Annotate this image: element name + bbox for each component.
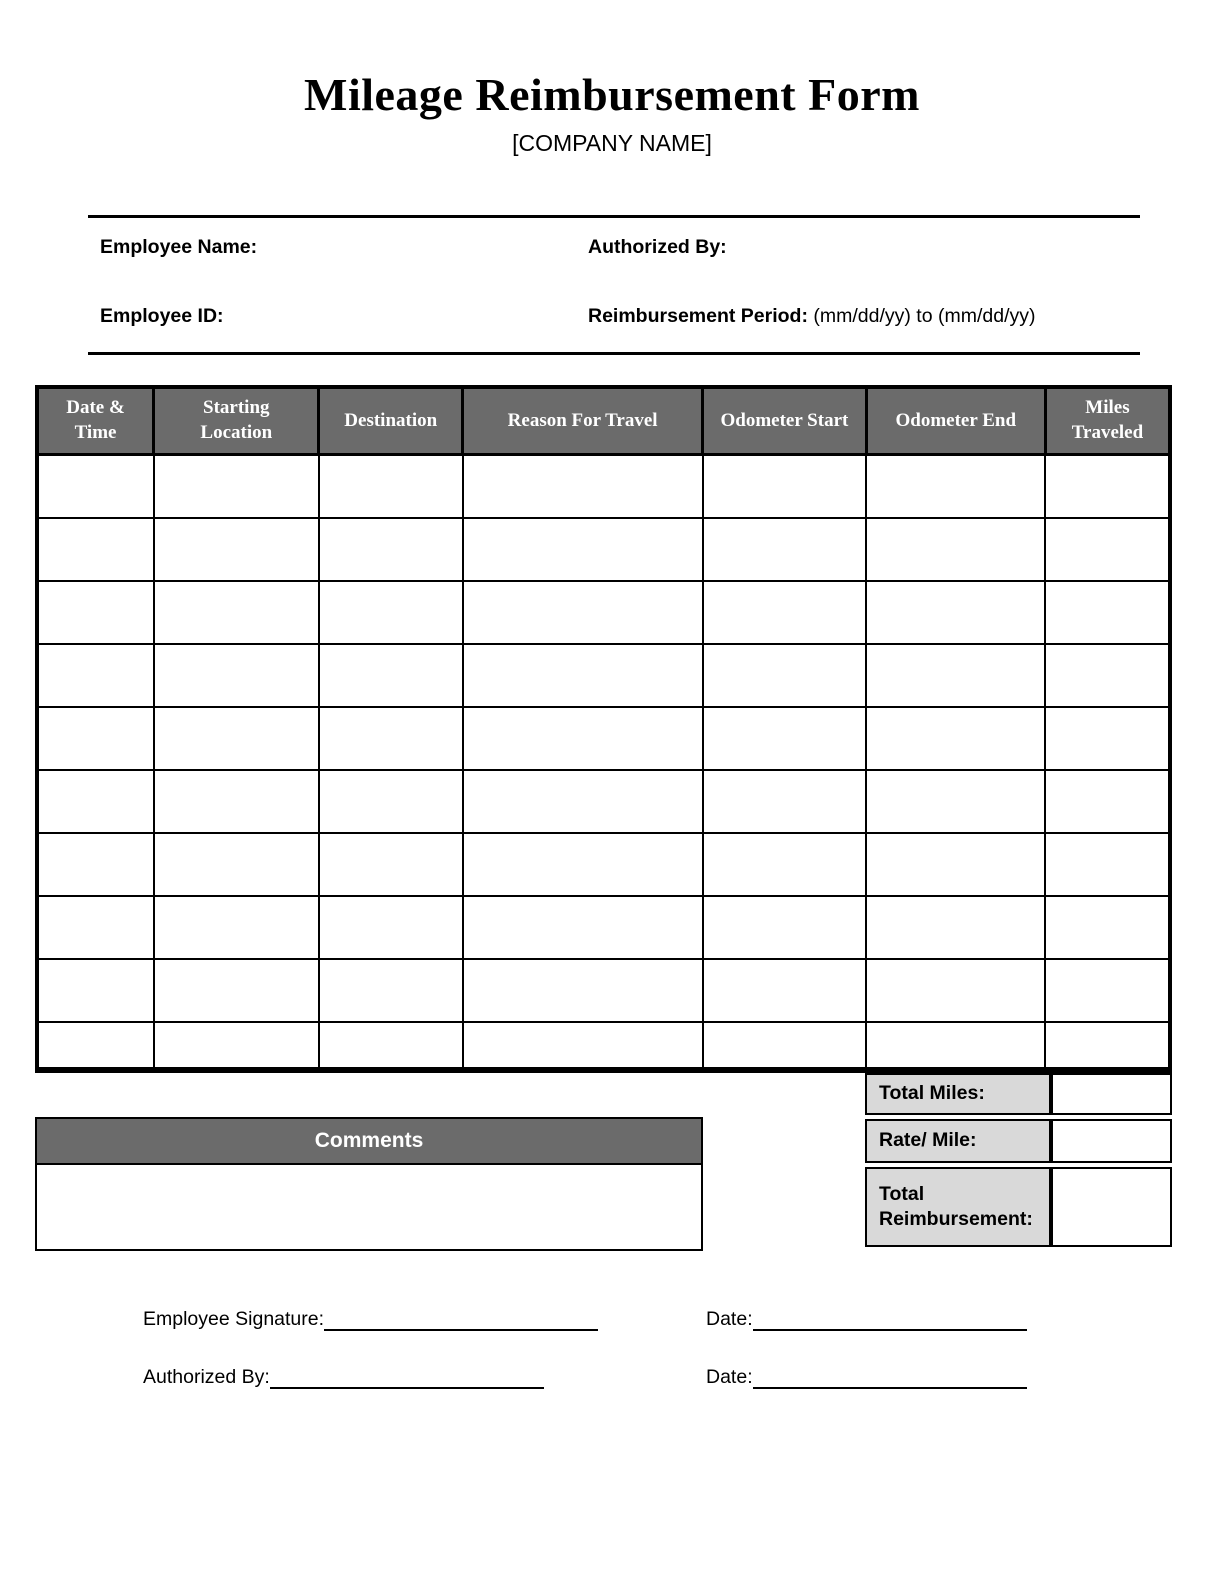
table-cell[interactable] xyxy=(37,1022,154,1070)
table-cell[interactable] xyxy=(154,896,319,959)
table-row xyxy=(37,455,1170,518)
total-reimbursement-row xyxy=(865,1167,1172,1247)
table-cell[interactable] xyxy=(463,581,703,644)
employee-name-label: Employee Name: xyxy=(100,235,258,258)
bottom-section xyxy=(35,1073,1172,1251)
table-cell[interactable] xyxy=(1045,707,1170,770)
total-reimbursement-value[interactable] xyxy=(1051,1167,1172,1247)
table-cell[interactable] xyxy=(154,707,319,770)
table-cell[interactable] xyxy=(703,581,866,644)
authorized-by-signature-line[interactable] xyxy=(270,1367,544,1389)
table-cell[interactable] xyxy=(154,455,319,518)
table-cell[interactable] xyxy=(463,1022,703,1070)
rate-per-mile-label: Rate/ Mile: xyxy=(865,1119,1051,1163)
table-row xyxy=(37,959,1170,1022)
table-row xyxy=(37,707,1170,770)
table-cell[interactable] xyxy=(866,581,1045,644)
authorized-by-date-label: Date: xyxy=(706,1365,753,1388)
table-cell[interactable] xyxy=(37,518,154,581)
table-cell[interactable] xyxy=(866,1022,1045,1070)
table-cell[interactable] xyxy=(37,644,154,707)
table-cell[interactable] xyxy=(37,455,154,518)
table-cell[interactable] xyxy=(866,896,1045,959)
table-row xyxy=(37,518,1170,581)
table-cell[interactable] xyxy=(463,644,703,707)
table-cell[interactable] xyxy=(154,1022,319,1070)
employee-signature-date-label: Date: xyxy=(706,1307,753,1330)
rate-per-mile-row xyxy=(865,1119,1172,1163)
table-cell[interactable] xyxy=(703,896,866,959)
table-cell[interactable] xyxy=(154,959,319,1022)
total-miles-label: Total Miles: xyxy=(865,1073,1051,1115)
table-cell[interactable] xyxy=(866,959,1045,1022)
employee-signature-line[interactable] xyxy=(324,1309,598,1331)
authorized-by-signature-row xyxy=(143,1363,1224,1389)
employee-id-label: Employee ID: xyxy=(100,304,224,327)
table-cell[interactable] xyxy=(154,833,319,896)
page-title: Mileage Reimbursement Form xyxy=(304,69,920,120)
table-cell[interactable] xyxy=(703,959,866,1022)
table-cell[interactable] xyxy=(703,770,866,833)
table-cell[interactable] xyxy=(319,455,463,518)
totals-table xyxy=(865,1069,1172,1251)
table-cell[interactable] xyxy=(463,770,703,833)
table-cell[interactable] xyxy=(463,518,703,581)
table-cell[interactable] xyxy=(319,770,463,833)
comments-input-box[interactable] xyxy=(35,1165,703,1251)
table-cell[interactable] xyxy=(1045,959,1170,1022)
table-cell[interactable] xyxy=(866,644,1045,707)
table-cell[interactable] xyxy=(1045,1022,1170,1070)
table-cell[interactable] xyxy=(463,707,703,770)
column-header-destination: Destination xyxy=(319,387,463,455)
table-cell[interactable] xyxy=(1045,518,1170,581)
reimbursement-period-value: (mm/dd/yy) to (mm/dd/yy) xyxy=(807,304,1036,327)
rate-per-mile-value[interactable] xyxy=(1051,1119,1172,1163)
employee-signature-label: Employee Signature: xyxy=(143,1307,325,1330)
table-cell[interactable] xyxy=(703,1022,866,1070)
table-cell[interactable] xyxy=(37,581,154,644)
table-cell[interactable] xyxy=(866,518,1045,581)
authorized-by-date-line[interactable] xyxy=(753,1367,1027,1389)
table-cell[interactable] xyxy=(703,707,866,770)
column-header-date-time: Date & Time xyxy=(37,387,154,455)
total-miles-value[interactable] xyxy=(1051,1073,1172,1115)
signature-section xyxy=(143,1305,1224,1389)
total-reimbursement-label: Total Reimbursement: xyxy=(865,1167,1051,1247)
table-cell[interactable] xyxy=(37,707,154,770)
table-cell[interactable] xyxy=(37,959,154,1022)
table-cell[interactable] xyxy=(703,644,866,707)
table-cell[interactable] xyxy=(319,959,463,1022)
reimbursement-period-label: Reimbursement Period: xyxy=(588,304,808,327)
authorized-by-signature-label: Authorized By: xyxy=(143,1365,270,1388)
table-row xyxy=(37,1022,1170,1070)
column-header-reason-for-travel: Reason For Travel xyxy=(463,387,703,455)
column-header-odometer-end: Odometer End xyxy=(866,387,1045,455)
table-row xyxy=(37,896,1170,959)
info-divider-bottom xyxy=(88,352,1140,355)
mileage-table xyxy=(35,385,1172,1073)
table-cell[interactable] xyxy=(37,833,154,896)
table-cell[interactable] xyxy=(1045,896,1170,959)
table-cell[interactable] xyxy=(319,518,463,581)
table-cell[interactable] xyxy=(319,896,463,959)
totals-section xyxy=(865,1073,1172,1251)
table-row xyxy=(37,833,1170,896)
table-cell[interactable] xyxy=(319,833,463,896)
table-cell[interactable] xyxy=(866,455,1045,518)
table-cell[interactable] xyxy=(154,581,319,644)
column-header-starting-location: Starting Location xyxy=(154,387,319,455)
table-cell[interactable] xyxy=(319,707,463,770)
table-cell[interactable] xyxy=(866,833,1045,896)
table-cell[interactable] xyxy=(37,896,154,959)
table-cell[interactable] xyxy=(463,896,703,959)
table-cell[interactable] xyxy=(703,833,866,896)
table-row xyxy=(37,770,1170,833)
table-cell[interactable] xyxy=(463,959,703,1022)
employee-signature-row xyxy=(143,1305,1224,1331)
table-cell[interactable] xyxy=(866,707,1045,770)
company-name: [COMPANY NAME] xyxy=(512,129,712,156)
column-header-miles-traveled: Miles Traveled xyxy=(1045,387,1170,455)
table-row xyxy=(37,644,1170,707)
total-miles-row xyxy=(865,1073,1172,1115)
employee-signature-date-line[interactable] xyxy=(753,1309,1027,1331)
comments-section xyxy=(35,1073,703,1251)
table-header-row xyxy=(37,387,1170,455)
column-header-odometer-start: Odometer Start xyxy=(703,387,866,455)
table-cell[interactable] xyxy=(154,770,319,833)
table-cell[interactable] xyxy=(703,518,866,581)
table-row xyxy=(37,581,1170,644)
table-cell[interactable] xyxy=(1045,833,1170,896)
table-cell[interactable] xyxy=(37,770,154,833)
table-cell[interactable] xyxy=(463,833,703,896)
table-cell[interactable] xyxy=(319,581,463,644)
table-cell[interactable] xyxy=(463,455,703,518)
table-cell[interactable] xyxy=(1045,581,1170,644)
table-cell[interactable] xyxy=(154,644,319,707)
info-divider-top xyxy=(88,215,1140,218)
comments-header: Comments xyxy=(35,1117,703,1165)
authorized-by-label: Authorized By: xyxy=(588,235,727,258)
table-cell[interactable] xyxy=(703,455,866,518)
table-cell[interactable] xyxy=(154,518,319,581)
table-cell[interactable] xyxy=(319,644,463,707)
table-cell[interactable] xyxy=(1045,644,1170,707)
table-cell[interactable] xyxy=(1045,770,1170,833)
table-cell[interactable] xyxy=(319,1022,463,1070)
table-cell[interactable] xyxy=(866,770,1045,833)
table-cell[interactable] xyxy=(1045,455,1170,518)
info-section xyxy=(100,236,1140,328)
